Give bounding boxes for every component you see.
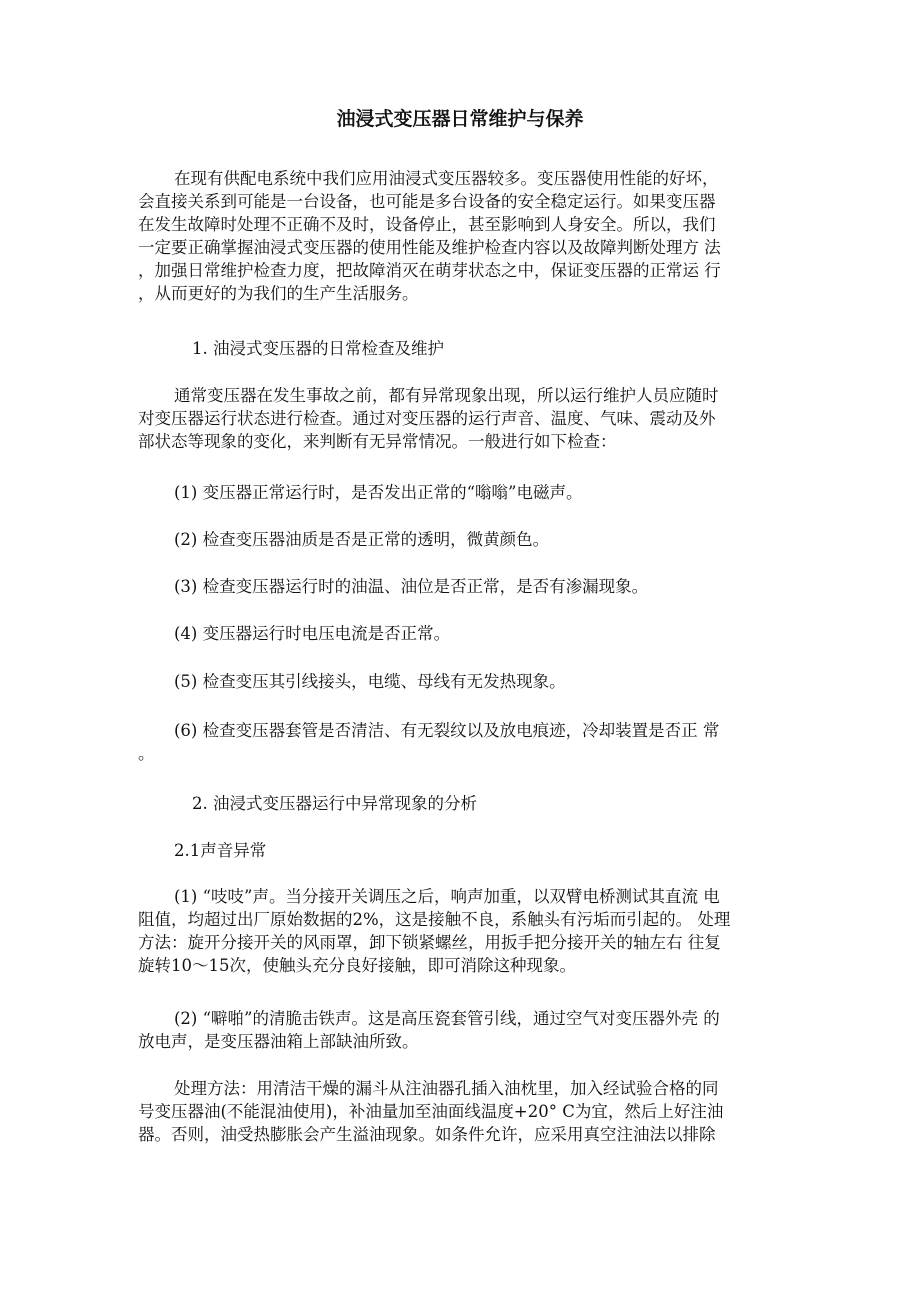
check-item-text: (4) 变压器运行时电压电流是否正常。 — [174, 624, 451, 643]
intro-line: 在发生故障时处理不正确不及时，设备停止，甚至影响到人身安全。所以，我们 — [138, 215, 716, 234]
check-item-text: (5) 检查变压其引线接头，电缆、母线有无发热现象。 — [174, 672, 566, 691]
section-1-heading — [138, 337, 798, 360]
intro-paragraph — [138, 167, 798, 305]
paragraph-line: (2) “噼啪”的清脆击铁声。这是高压瓷套管引线，通过空气对变压器外壳 的 — [174, 1009, 720, 1028]
intro-line: 一定要正确掌握油浸式变压器的使用性能及维护检查内容以及故障判断处理方 法 — [138, 238, 721, 257]
check-item-2 — [138, 528, 798, 551]
paragraph-line: (1) “吱吱”声。当分接开关调压之后，响声加重，以双臂电桥测试其直流 电 — [174, 887, 720, 906]
check-item-text: (6) 检查变压器套管是否清洁、有无裂纹以及放电痕迹，冷却装置是否正 常 — [174, 721, 720, 740]
intro-line: 会直接关系到可能是一台设备，也可能是多台设备的安全稳定运行。如果变压器 — [138, 192, 716, 211]
paragraph-line: 阻值，均超过出厂原始数据的2%，这是接触不良，系触头有污垢而引起的。 处理 — [138, 910, 731, 929]
paragraph-line: 对变压器运行状态进行检查。通过对变压器的运行声音、温度、气味、震动及外 — [138, 409, 716, 428]
section-2-1-heading — [138, 839, 798, 862]
sound-item-2 — [138, 1007, 798, 1053]
check-item-6 — [138, 719, 798, 765]
paragraph-line: 处理方法：用清洁干燥的漏斗从注油器孔插入油枕里，加入经试验合格的同 — [174, 1079, 719, 1098]
sound-item-1 — [138, 885, 798, 977]
paragraph-line: 旋转10～15次，使触头充分良好接触，即可消除这种现象。 — [138, 956, 576, 975]
check-item-text: (1) 变压器正常运行时，是否发出正常的“嗡嗡”电磁声。 — [174, 483, 583, 502]
check-item-4 — [138, 622, 798, 645]
intro-line: ，从而更好的为我们的生产生活服务。 — [138, 284, 419, 303]
subsection-heading-text: 2.1声音异常 — [174, 841, 267, 860]
check-item-text: 。 — [138, 744, 155, 763]
intro-line: ，加强日常维护检查力度，把故障消灭在萌芽状态之中，保证变压器的正常运 行 — [138, 261, 721, 280]
paragraph-line: 放电声，是变压器油箱上部缺油所致。 — [138, 1032, 419, 1051]
check-item-3 — [138, 575, 798, 598]
paragraph-line: 方法：旋开分接开关的风雨罩，卸下锁紧螺丝，用扳手把分接开关的轴左右 往复 — [138, 933, 721, 952]
check-item-text: (2) 检查变压器油质是否是正常的透明，微黄颜色。 — [174, 530, 550, 549]
section-heading-text: 2. 油浸式变压器运行中异常现象的分析 — [192, 794, 477, 813]
paragraph-line: 部状态等现象的变化，来判断有无异常情况。一般进行如下检查： — [138, 432, 617, 451]
check-item-1 — [138, 481, 798, 504]
section-2-heading — [138, 792, 798, 815]
section-1-paragraph — [138, 384, 798, 453]
section-heading-text: 1. 油浸式变压器的日常检查及维护 — [192, 339, 444, 358]
treatment-paragraph — [138, 1077, 798, 1146]
check-item-5 — [138, 670, 798, 693]
paragraph-line: 号变压器油(不能混油使用)，补油量加至油面线温度+20° C为宜，然后上好注油 — [138, 1102, 724, 1121]
paragraph-line: 器。否则，油受热膨胀会产生溢油现象。如条件允许，应采用真空注油法以排除 — [138, 1125, 716, 1144]
document-title: 油浸式变压器日常维护与保养 — [336, 108, 584, 130]
paragraph-line: 通常变压器在发生事故之前，都有异常现象出现，所以运行维护人员应随时 — [174, 386, 719, 405]
intro-line: 在现有供配电系统中我们应用油浸式变压器较多。变压器使用性能的好坏， — [174, 169, 719, 188]
check-item-text: (3) 检查变压器运行时的油温、油位是否正常，是否有渗漏现象。 — [174, 577, 649, 596]
